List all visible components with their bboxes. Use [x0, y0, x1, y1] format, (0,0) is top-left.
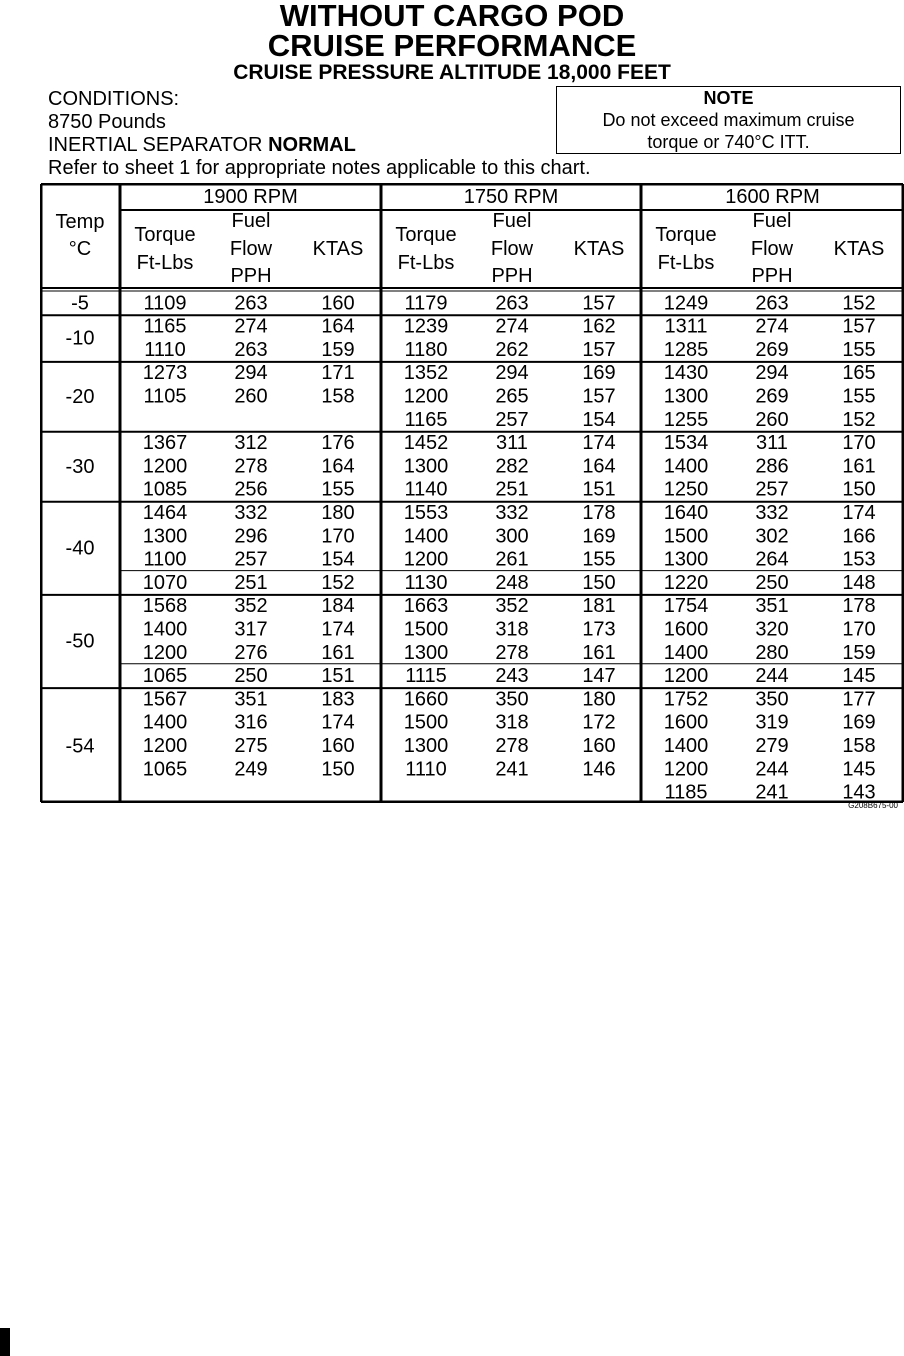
fuel-header: Fuel	[492, 210, 532, 232]
separator-value: NORMAL	[268, 134, 356, 156]
fuel-flow-value: 300	[495, 525, 529, 548]
ktas-value: 151	[582, 478, 616, 501]
ktas-value: 166	[842, 525, 876, 548]
fuel-flow-value: 350	[755, 688, 789, 711]
torque-value: 1600	[663, 618, 709, 641]
torque-value: 1430	[663, 362, 709, 385]
torque-value: 1140	[404, 478, 448, 501]
ktas-value: 146	[582, 758, 616, 781]
figure-code: G208B675-00	[848, 801, 898, 810]
ktas-value: 155	[842, 385, 876, 408]
fuel-flow-value: 332	[755, 502, 789, 524]
fuel-flow-value: 317	[234, 618, 268, 641]
fuel-flow-value: 278	[234, 455, 268, 478]
chart-subtitle: CRUISE PERFORMANCE	[267, 28, 637, 63]
torque-value: 1300	[663, 548, 709, 571]
temp-value: -50	[65, 630, 95, 653]
rpm-header: 1600 RPM	[725, 186, 820, 208]
temp-value: -54	[65, 735, 95, 758]
torque-value: 1553	[403, 502, 449, 524]
fuel-flow-value: 249	[234, 758, 268, 781]
ktas-value: 174	[321, 618, 355, 641]
performance-table	[40, 183, 904, 803]
ktas-value: 152	[842, 292, 876, 315]
fuel-flow-value: 241	[755, 781, 789, 803]
note-line-1: Do not exceed maximum cruise	[602, 110, 855, 130]
fuel-flow-value: 280	[755, 641, 789, 664]
ktas-value: 157	[842, 315, 876, 338]
fuel-unit-header: PPH	[230, 265, 272, 287]
temp-value: -20	[65, 385, 95, 408]
fuel-flow-value: 260	[234, 385, 268, 408]
fuel-flow-value: 261	[495, 548, 529, 571]
ktas-value: 155	[321, 478, 355, 501]
rpm-header: 1750 RPM	[463, 186, 559, 208]
temp-value: -10	[65, 327, 95, 350]
ktas-value: 161	[321, 641, 355, 664]
ktas-value: 159	[321, 338, 355, 361]
torque-value: 1185	[664, 781, 708, 803]
conditions-weight: 8750 Pounds	[48, 111, 166, 133]
fuel-flow-value: 263	[234, 292, 268, 315]
ktas-value: 161	[582, 641, 616, 664]
temp-value: -30	[65, 455, 95, 478]
ktas-value: 171	[321, 362, 355, 385]
fuel-header: Fuel	[752, 210, 792, 232]
ktas-value: 151	[321, 665, 355, 688]
ktas-value: 157	[582, 385, 616, 408]
fuel-flow-value: 263	[755, 292, 789, 315]
ktas-value: 145	[842, 758, 876, 781]
ktas-value: 157	[582, 338, 616, 361]
torque-value: 1300	[403, 455, 449, 478]
torque-value: 1500	[663, 525, 709, 548]
ktas-value: 177	[842, 688, 876, 711]
torque-unit-header: Ft-Lbs	[397, 252, 455, 274]
fuel-flow-value: 312	[234, 432, 268, 455]
fuel-flow-value: 332	[495, 502, 529, 524]
note-line-2: torque or 740°C ITT.	[647, 132, 810, 152]
ktas-value: 154	[321, 548, 355, 571]
torque-value: 1300	[663, 385, 709, 408]
fuel-flow-value: 319	[755, 711, 789, 734]
fuel-flow-value: 251	[234, 571, 268, 594]
ktas-value: 169	[582, 525, 616, 548]
torque-value: 1352	[403, 362, 449, 385]
fuel-flow-value: 351	[755, 595, 789, 618]
torque-value: 1200	[142, 735, 188, 757]
fuel-flow-value: 262	[495, 338, 529, 361]
ktas-value: 160	[582, 735, 616, 757]
torque-value: 1200	[403, 548, 449, 571]
ktas-value: 150	[582, 571, 616, 594]
torque-value: 1285	[663, 338, 709, 361]
torque-value: 1400	[142, 711, 188, 734]
fuel-flow-value: 316	[234, 711, 268, 734]
torque-value: 1250	[663, 478, 709, 501]
note-title: NOTE	[703, 88, 754, 108]
fuel-flow-value: 294	[234, 362, 268, 385]
torque-value: 1500	[403, 711, 449, 734]
fuel-flow-header: Flow	[750, 238, 794, 260]
fuel-flow-value: 318	[495, 711, 529, 734]
note-box	[556, 86, 901, 154]
fuel-unit-header: PPH	[491, 265, 533, 287]
torque-value: 1534	[663, 432, 709, 455]
fuel-flow-value: 274	[755, 315, 789, 338]
ktas-value: 178	[842, 595, 876, 618]
ktas-header: KTAS	[573, 238, 625, 260]
torque-value: 1400	[663, 455, 709, 478]
ktas-value: 181	[582, 595, 616, 618]
ktas-value: 164	[321, 315, 355, 338]
torque-unit-header: Ft-Lbs	[136, 252, 194, 274]
torque-value: 1400	[663, 641, 709, 664]
ktas-value: 176	[321, 432, 355, 455]
fuel-flow-value: 269	[755, 385, 789, 408]
torque-value: 1200	[142, 641, 188, 664]
ktas-value: 180	[582, 688, 616, 711]
ktas-value: 170	[842, 618, 876, 641]
torque-value: 1085	[142, 478, 188, 501]
fuel-flow-value: 260	[755, 408, 789, 431]
torque-value: 1663	[403, 595, 449, 618]
torque-value: 1300	[142, 525, 188, 548]
torque-value: 1754	[663, 595, 709, 618]
torque-value: 1400	[663, 735, 709, 757]
ktas-value: 158	[321, 385, 355, 408]
ktas-value: 170	[842, 432, 876, 455]
torque-value: 1255	[663, 408, 709, 431]
ktas-value: 155	[842, 338, 876, 361]
ktas-value: 161	[842, 455, 876, 478]
ktas-value: 150	[842, 478, 876, 501]
conditions-separator	[48, 134, 356, 156]
temp-header: Temp	[55, 211, 105, 233]
torque-value: 1070	[142, 571, 188, 594]
fuel-flow-value: 251	[495, 478, 529, 501]
torque-value: 1130	[404, 571, 448, 594]
ktas-value: 174	[842, 502, 876, 524]
ktas-value: 180	[321, 502, 355, 524]
page-edge-mark	[0, 1328, 10, 1356]
torque-value: 1179	[404, 292, 448, 315]
torque-value: 1110	[405, 758, 447, 781]
fuel-flow-value: 352	[234, 595, 268, 618]
ktas-value: 145	[842, 665, 876, 688]
ktas-value: 173	[582, 618, 616, 641]
ktas-value: 183	[321, 688, 355, 711]
fuel-header: Fuel	[231, 210, 271, 232]
fuel-flow-value: 286	[755, 455, 789, 478]
torque-value: 1400	[142, 618, 188, 641]
fuel-flow-value: 278	[495, 735, 529, 757]
conditions-label: CONDITIONS:	[48, 88, 180, 110]
fuel-flow-value: 311	[496, 432, 528, 455]
fuel-flow-value: 279	[755, 735, 789, 757]
fuel-flow-value: 265	[495, 385, 529, 408]
ktas-value: 158	[842, 735, 876, 757]
ktas-value: 170	[321, 525, 355, 548]
torque-value: 1165	[143, 315, 187, 338]
torque-value: 1464	[142, 502, 188, 524]
ktas-value: 159	[842, 641, 876, 664]
torque-value: 1200	[663, 758, 709, 781]
torque-value: 1400	[403, 525, 449, 548]
torque-value: 1660	[403, 688, 449, 711]
torque-value: 1100	[143, 548, 187, 571]
fuel-flow-value: 294	[495, 362, 529, 385]
torque-value: 1180	[404, 338, 448, 361]
fuel-flow-value: 263	[234, 338, 268, 361]
ktas-value: 143	[842, 781, 876, 803]
fuel-flow-value: 320	[755, 618, 789, 641]
torque-value: 1065	[142, 665, 188, 688]
fuel-flow-value: 248	[495, 571, 529, 594]
fuel-flow-value: 257	[495, 408, 529, 431]
fuel-flow-value: 264	[755, 548, 789, 571]
torque-value: 1640	[663, 502, 709, 524]
torque-header: Torque	[134, 224, 196, 246]
fuel-flow-value: 318	[495, 618, 529, 641]
fuel-flow-value: 244	[755, 758, 789, 781]
ktas-value: 153	[842, 548, 876, 571]
ktas-value: 160	[321, 735, 355, 757]
torque-value: 1249	[663, 292, 709, 315]
ktas-value: 155	[582, 548, 616, 571]
fuel-flow-value: 294	[755, 362, 789, 385]
torque-value: 1273	[142, 362, 188, 385]
torque-value: 1568	[142, 595, 188, 618]
torque-value: 1105	[143, 385, 187, 408]
fuel-flow-value: 263	[495, 292, 529, 315]
torque-header: Torque	[395, 224, 457, 246]
torque-value: 1500	[403, 618, 449, 641]
torque-value: 1220	[663, 571, 709, 594]
torque-value: 1300	[403, 735, 449, 757]
torque-value: 1110	[144, 338, 186, 361]
torque-value: 1109	[143, 292, 187, 315]
chart-title: WITHOUT CARGO POD	[279, 0, 625, 33]
ktas-value: 178	[582, 502, 616, 524]
fuel-unit-header: PPH	[751, 265, 793, 287]
altitude-heading: CRUISE PRESSURE ALTITUDE 18,000 FEET	[233, 61, 671, 84]
ktas-value: 164	[321, 455, 355, 478]
ktas-value: 160	[321, 292, 355, 315]
ktas-value: 164	[582, 455, 616, 478]
fuel-flow-value: 241	[495, 758, 529, 781]
ktas-value: 169	[582, 362, 616, 385]
fuel-flow-value: 278	[495, 641, 529, 664]
torque-value: 1065	[142, 758, 188, 781]
fuel-flow-value: 274	[495, 315, 529, 338]
torque-value: 1200	[142, 455, 188, 478]
ktas-value: 148	[842, 571, 876, 594]
torque-value: 1115	[405, 665, 447, 688]
ktas-value: 184	[321, 595, 355, 618]
ktas-header: KTAS	[312, 238, 364, 260]
fuel-flow-value: 276	[234, 641, 268, 664]
torque-header: Torque	[655, 224, 717, 246]
ktas-value: 152	[321, 571, 355, 594]
torque-value: 1300	[403, 641, 449, 664]
torque-value: 1600	[663, 711, 709, 734]
ktas-value: 172	[582, 711, 616, 734]
fuel-flow-value: 256	[234, 478, 268, 501]
torque-value: 1239	[403, 315, 449, 338]
temp-value: -5	[71, 292, 89, 315]
fuel-flow-value: 243	[495, 665, 529, 688]
fuel-flow-value: 274	[234, 315, 268, 338]
torque-value: 1165	[404, 408, 448, 431]
fuel-flow-value: 350	[495, 688, 529, 711]
fuel-flow-value: 302	[755, 525, 789, 548]
ktas-value: 174	[582, 432, 616, 455]
torque-value: 1311	[664, 315, 708, 338]
fuel-flow-value: 257	[234, 548, 268, 571]
separator-prefix: INERTIAL SEPARATOR	[48, 134, 269, 156]
fuel-flow-value: 351	[234, 688, 268, 711]
fuel-flow-header: Flow	[490, 238, 534, 260]
ktas-value: 162	[582, 315, 616, 338]
torque-value: 1752	[663, 688, 709, 711]
rpm-header: 1900 RPM	[203, 186, 298, 208]
ktas-value: 152	[842, 408, 876, 431]
torque-value: 1200	[403, 385, 449, 408]
fuel-flow-value: 296	[234, 525, 268, 548]
temp-value: -40	[65, 537, 95, 560]
fuel-flow-value: 282	[495, 455, 529, 478]
torque-value: 1567	[142, 688, 188, 711]
ktas-value: 147	[582, 665, 616, 688]
fuel-flow-header: Flow	[229, 238, 273, 260]
fuel-flow-value: 269	[755, 338, 789, 361]
torque-unit-header: Ft-Lbs	[657, 252, 715, 274]
ktas-header: KTAS	[833, 238, 885, 260]
torque-value: 1452	[403, 432, 449, 455]
fuel-flow-value: 311	[756, 432, 788, 455]
fuel-flow-value: 275	[234, 735, 268, 757]
temp-unit-header: °C	[68, 238, 92, 260]
fuel-flow-value: 332	[234, 502, 268, 524]
fuel-flow-value: 257	[755, 478, 789, 501]
conditions-refer: Refer to sheet 1 for appropriate notes applicable to this chart.	[48, 157, 591, 179]
ktas-value: 165	[842, 362, 876, 385]
ktas-value: 174	[321, 711, 355, 734]
fuel-flow-value: 250	[234, 665, 268, 688]
fuel-flow-value: 244	[755, 665, 789, 688]
fuel-flow-value: 250	[755, 571, 789, 594]
ktas-value: 150	[321, 758, 355, 781]
fuel-flow-value: 352	[495, 595, 529, 618]
ktas-value: 169	[842, 711, 876, 734]
ktas-value: 154	[582, 408, 616, 431]
ktas-value: 157	[582, 292, 616, 315]
torque-value: 1367	[142, 432, 188, 455]
torque-value: 1200	[663, 665, 709, 688]
